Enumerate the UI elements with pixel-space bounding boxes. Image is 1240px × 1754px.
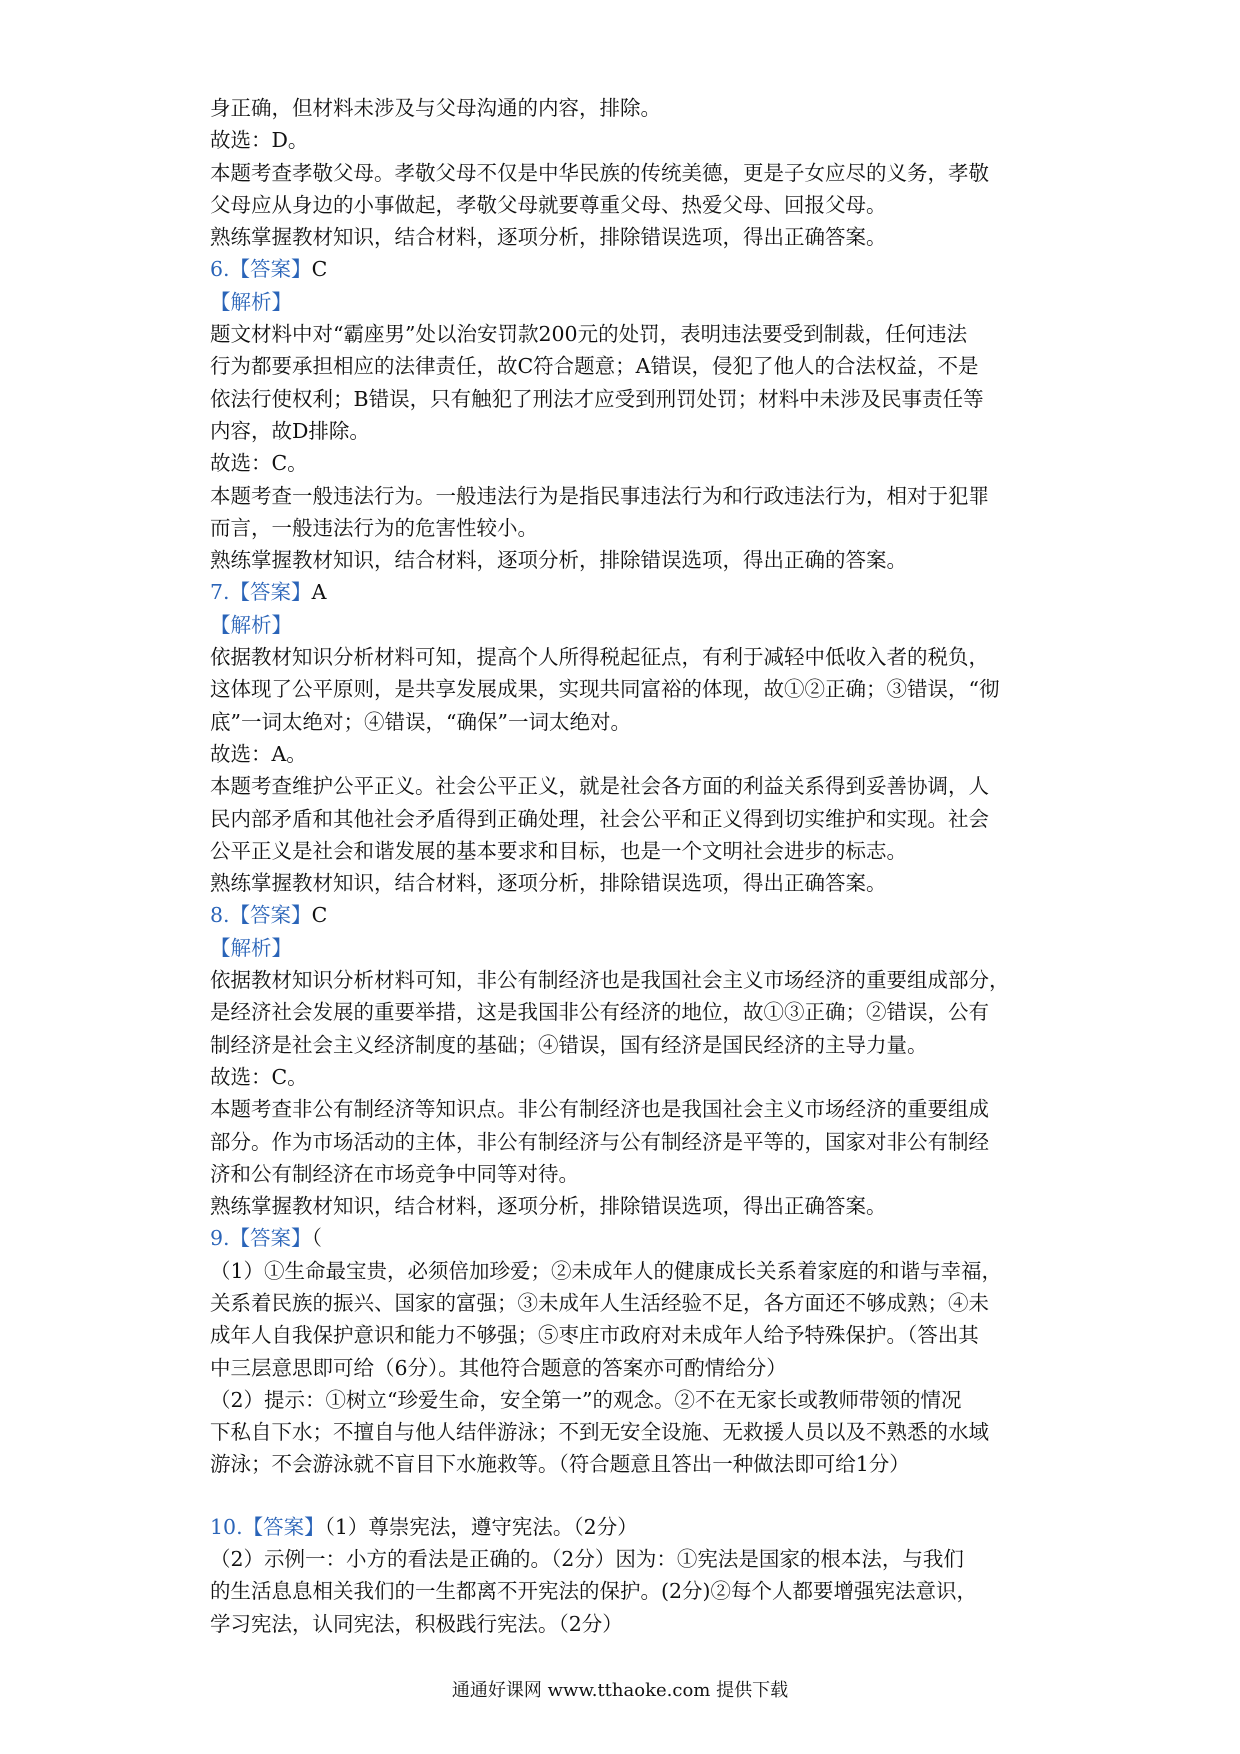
text-line: （2）提示：①树立“珍爱生命，安全第一”的观念。②不在无家长或教师带领的情况 bbox=[210, 1387, 962, 1412]
text-line: 而言，一般违法行为的危害性较小。 bbox=[210, 515, 538, 540]
answer-heading bbox=[210, 899, 1040, 931]
text-line: 故选：C。 bbox=[210, 451, 308, 476]
text-line: 熟练掌握教材知识，结合材料，逐项分析，排除错误选项，得出正确答案。 bbox=[210, 1194, 887, 1219]
text-line: 制经济是社会主义经济制度的基础；④错误，国有经济是国民经济的主导力量。 bbox=[210, 1032, 928, 1057]
text-line: 本题考查维护公平正义。社会公平正义，就是社会各方面的利益关系得到妥善协调，人 bbox=[210, 774, 989, 799]
text-line: 民内部矛盾和其他社会矛盾得到正确处理，社会公平和正义得到切实维护和实现。社会 bbox=[210, 806, 989, 831]
heading-label: 【解析】 bbox=[210, 289, 292, 314]
text-line: 故选：D。 bbox=[210, 128, 309, 153]
text-line: 父母应从身边的小事做起，孝敬父母就要尊重父母、热爱父母、回报父母。 bbox=[210, 192, 887, 217]
page-footer: 通通好课网 www.tthaoke.com 提供下载 bbox=[451, 1680, 789, 1701]
text-line: 熟练掌握教材知识，结合材料，逐项分析，排除错误选项，得出正确的答案。 bbox=[210, 548, 907, 573]
answer-heading bbox=[210, 1511, 1040, 1543]
answer-heading bbox=[210, 932, 1040, 964]
text-line: 学习宪法，认同宪法，积极践行宪法。（2分） bbox=[210, 1611, 623, 1636]
text-line: 行为都要承担相应的法律责任，故C符合题意；A错误，侵犯了他人的合法权益，不是 bbox=[210, 354, 979, 379]
answer-heading bbox=[210, 576, 1040, 608]
text-line: 熟练掌握教材知识，结合材料，逐项分析，排除错误选项，得出正确答案。 bbox=[210, 225, 887, 250]
text-line: 熟练掌握教材知识，结合材料，逐项分析，排除错误选项，得出正确答案。 bbox=[210, 871, 887, 896]
answer-heading bbox=[210, 253, 1040, 285]
text-line: 故选：C。 bbox=[210, 1064, 308, 1089]
heading-label: 【解析】 bbox=[210, 935, 292, 960]
blank-line bbox=[210, 1481, 1040, 1511]
text-line: 中三层意思即可给（6分）。其他符合题意的答案亦可酌情给分） bbox=[210, 1355, 787, 1380]
text-line: 依法行使权利；B错误，只有触犯了刑法才应受到刑罚处罚；材料中未涉及民事责任等 bbox=[210, 386, 984, 411]
answer-heading bbox=[210, 286, 1040, 318]
text-line: 故选：A。 bbox=[210, 741, 307, 766]
text-line: （2）示例一：小方的看法是正确的。（2分）因为：①宪法是国家的根本法，与我们 bbox=[210, 1547, 964, 1572]
text-line: 依据教材知识分析材料可知，提高个人所得税起征点，有利于减轻中低收入者的税负， bbox=[210, 645, 989, 670]
text-line: 本题考查孝敬父母。孝敬父母不仅是中华民族的传统美德，更是子女应尽的义务，孝敬 bbox=[210, 160, 989, 185]
text-line: 下私自下水；不擅自与他人结伴游泳；不到无安全设施、无救援人员以及不熟悉的水域 bbox=[210, 1420, 989, 1445]
text-line: 是经济社会发展的重要举措，这是我国非公有经济的地位，故①③正确；②错误，公有 bbox=[210, 1000, 989, 1025]
text-line: （1）①生命最宝贵，必须倍加珍爱；②未成年人的健康成长关系着家庭的和谐与幸福， bbox=[210, 1258, 1003, 1283]
text-line: 本题考查一般违法行为。一般违法行为是指民事违法行为和行政违法行为，相对于犯罪 bbox=[210, 483, 989, 508]
answer-heading bbox=[210, 1222, 1040, 1254]
heading-label: 9.【答案】 bbox=[210, 1226, 312, 1251]
text-line: 部分。作为市场活动的主体，非公有制经济与公有制经济是平等的，国家对非公有制经 bbox=[210, 1129, 989, 1154]
heading-label: 10.【答案】 bbox=[210, 1514, 325, 1539]
heading-value: （ bbox=[311, 1226, 322, 1251]
heading-label: 7.【答案】 bbox=[210, 580, 312, 605]
text-line: 这体现了公平原则，是共享发展成果，实现共同富裕的体现，故①②正确；③错误，“彻 bbox=[210, 677, 1000, 702]
heading-value: C bbox=[311, 903, 328, 928]
text-line: 题文材料中对“霸座男”处以治安罚款200元的处罚，表明违法要受到制裁，任何违法 bbox=[210, 322, 968, 347]
text-line: 本题考查非公有制经济等知识点。非公有制经济也是我国社会主义市场经济的重要组成 bbox=[210, 1097, 989, 1122]
text-line: 济和公有制经济在市场竞争中同等对待。 bbox=[210, 1161, 579, 1186]
heading-label: 8.【答案】 bbox=[210, 903, 312, 928]
text-line: 依据教材知识分析材料可知，非公有制经济也是我国社会主义市场经济的重要组成部分， bbox=[210, 968, 1010, 993]
text-line: 的生活息息相关我们的一生都离不开宪法的保护。(2分)②每个人都要增强宪法意识， bbox=[210, 1579, 978, 1604]
text-line: 内容，故D排除。 bbox=[210, 418, 370, 443]
answer-content bbox=[210, 92, 1040, 1640]
heading-value: C bbox=[311, 257, 328, 282]
text-line: 底”一词太绝对；④错误，“确保”一词太绝对。 bbox=[210, 709, 631, 734]
text-line: 公平正义是社会和谐发展的基本要求和目标，也是一个文明社会进步的标志。 bbox=[210, 838, 907, 863]
text-line: 关系着民族的振兴、国家的富强；③未成年人生活经验不足，各方面还不够成熟；④未 bbox=[210, 1290, 989, 1315]
text-line: 身正确，但材料未涉及与父母沟通的内容，排除。 bbox=[210, 96, 661, 120]
heading-value: A bbox=[311, 580, 327, 605]
heading-label: 6.【答案】 bbox=[210, 257, 312, 282]
heading-value: （1）尊崇宪法，遵守宪法。（2分） bbox=[324, 1514, 638, 1539]
heading-label: 【解析】 bbox=[210, 612, 292, 637]
text-line: 游泳；不会游泳就不盲目下水施救等。（符合题意且答出一种做法即可给1分） bbox=[210, 1452, 910, 1477]
text-line: 成年人自我保护意识和能力不够强；⑤枣庄市政府对未成年人给予特殊保护。（答出其 bbox=[210, 1323, 979, 1348]
answer-heading bbox=[210, 609, 1040, 641]
